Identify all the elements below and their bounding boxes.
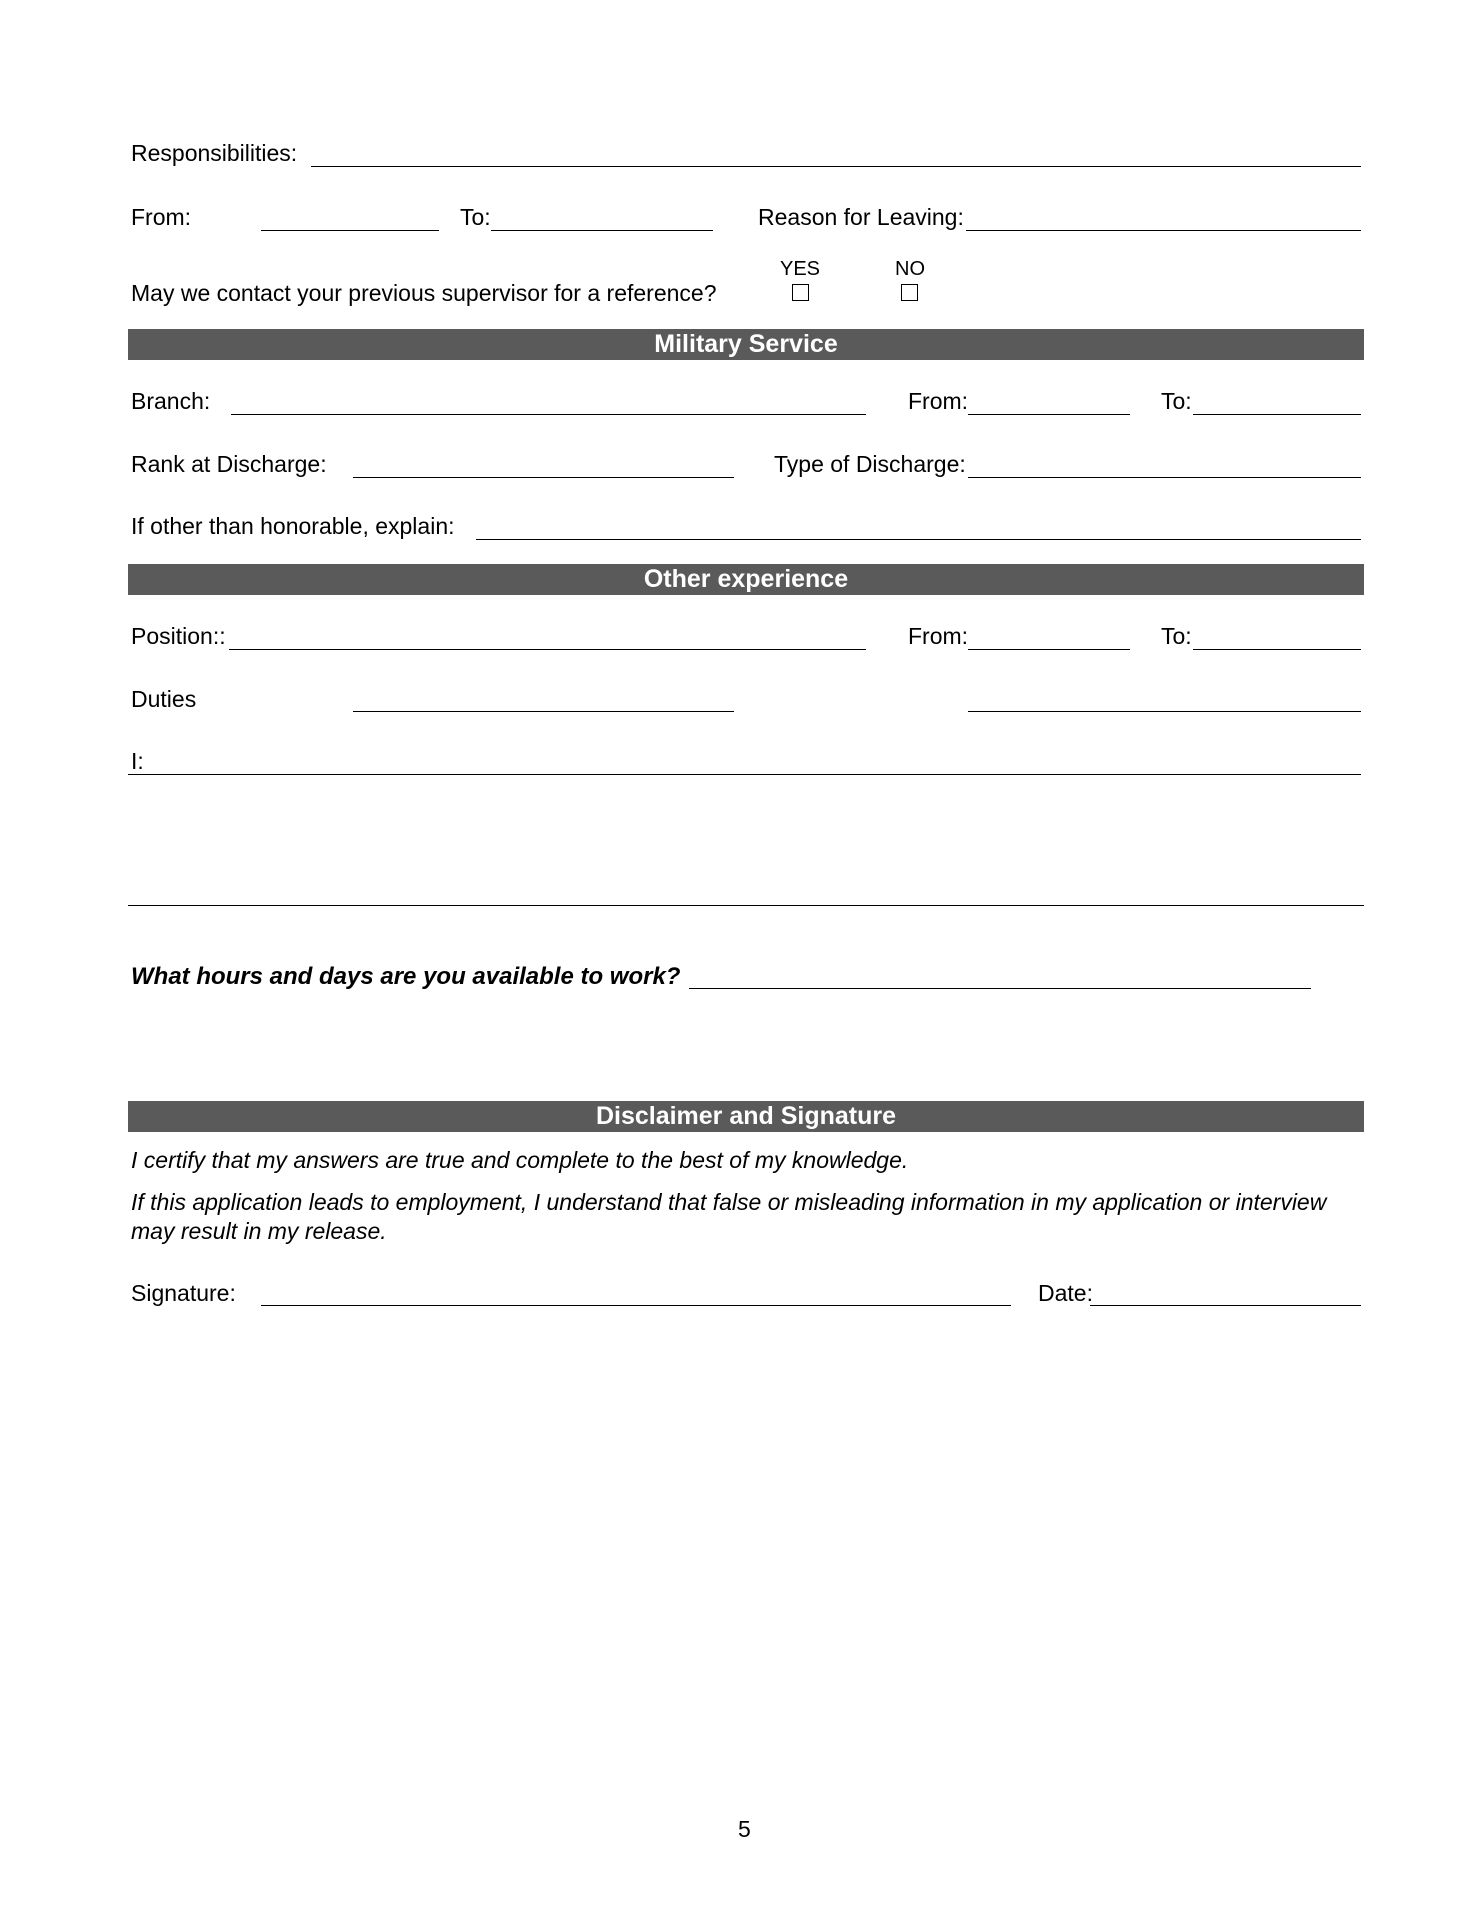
to-field[interactable] [491, 230, 713, 231]
other-from-label: From: [908, 623, 969, 649]
type-of-discharge-field[interactable] [968, 477, 1361, 478]
branch-field[interactable] [231, 414, 866, 415]
understand-text: If this application leads to employment, I understand that false or misleading information in my application or interview may result in my release. [131, 1189, 1327, 1244]
military-from-label: From: [908, 388, 969, 414]
military-from-field[interactable] [968, 414, 1130, 415]
other-from-field[interactable] [968, 649, 1130, 650]
availability-field[interactable] [689, 988, 1311, 989]
military-to-field[interactable] [1193, 414, 1361, 415]
other-to-label: To: [1161, 623, 1192, 649]
position-field[interactable] [229, 649, 866, 650]
certify-text: I certify that my answers are true and complete to the best of my knowledge. [131, 1147, 909, 1173]
military-service-header: Military Service [128, 329, 1364, 360]
availability-question: What hours and days are you available to work? [131, 963, 681, 990]
from-field[interactable] [261, 230, 439, 231]
rank-at-discharge-field[interactable] [353, 477, 734, 478]
contact-supervisor-question: May we contact your previous supervisor for a reference? [131, 280, 717, 306]
no-label: NO [895, 258, 925, 280]
i-field[interactable] [128, 774, 1361, 775]
military-to-label: To: [1161, 388, 1192, 414]
branch-label: Branch: [131, 388, 211, 414]
yes-label: YES [780, 258, 821, 280]
contact-yes-checkbox[interactable] [792, 284, 809, 301]
duties-label: Duties [131, 686, 197, 712]
explain-label: If other than honorable, explain: [131, 513, 455, 539]
date-label: Date: [1038, 1280, 1093, 1306]
section-divider [128, 905, 1364, 906]
i-label: I: [131, 748, 144, 774]
signature-field[interactable] [261, 1305, 1011, 1306]
to-label: To: [460, 204, 491, 230]
explain-field[interactable] [476, 539, 1361, 540]
duties-field-1[interactable] [353, 711, 734, 712]
from-label: From: [131, 204, 192, 230]
rank-at-discharge-label: Rank at Discharge: [131, 451, 327, 477]
duties-field-2[interactable] [968, 711, 1361, 712]
reason-for-leaving-label: Reason for Leaving: [758, 204, 964, 230]
contact-no-checkbox[interactable] [901, 284, 918, 301]
other-to-field[interactable] [1193, 649, 1361, 650]
position-label: Position:: [131, 623, 226, 649]
page-number: 5 [738, 1816, 751, 1842]
responsibilities-field[interactable] [311, 166, 1361, 167]
type-of-discharge-label: Type of Discharge: [774, 451, 966, 477]
disclaimer-header: Disclaimer and Signature [128, 1101, 1364, 1132]
reason-for-leaving-field[interactable] [966, 230, 1361, 231]
other-experience-header: Other experience [128, 564, 1364, 595]
date-field[interactable] [1090, 1305, 1361, 1306]
responsibilities-label: Responsibilities: [131, 140, 298, 166]
signature-label: Signature: [131, 1280, 236, 1306]
